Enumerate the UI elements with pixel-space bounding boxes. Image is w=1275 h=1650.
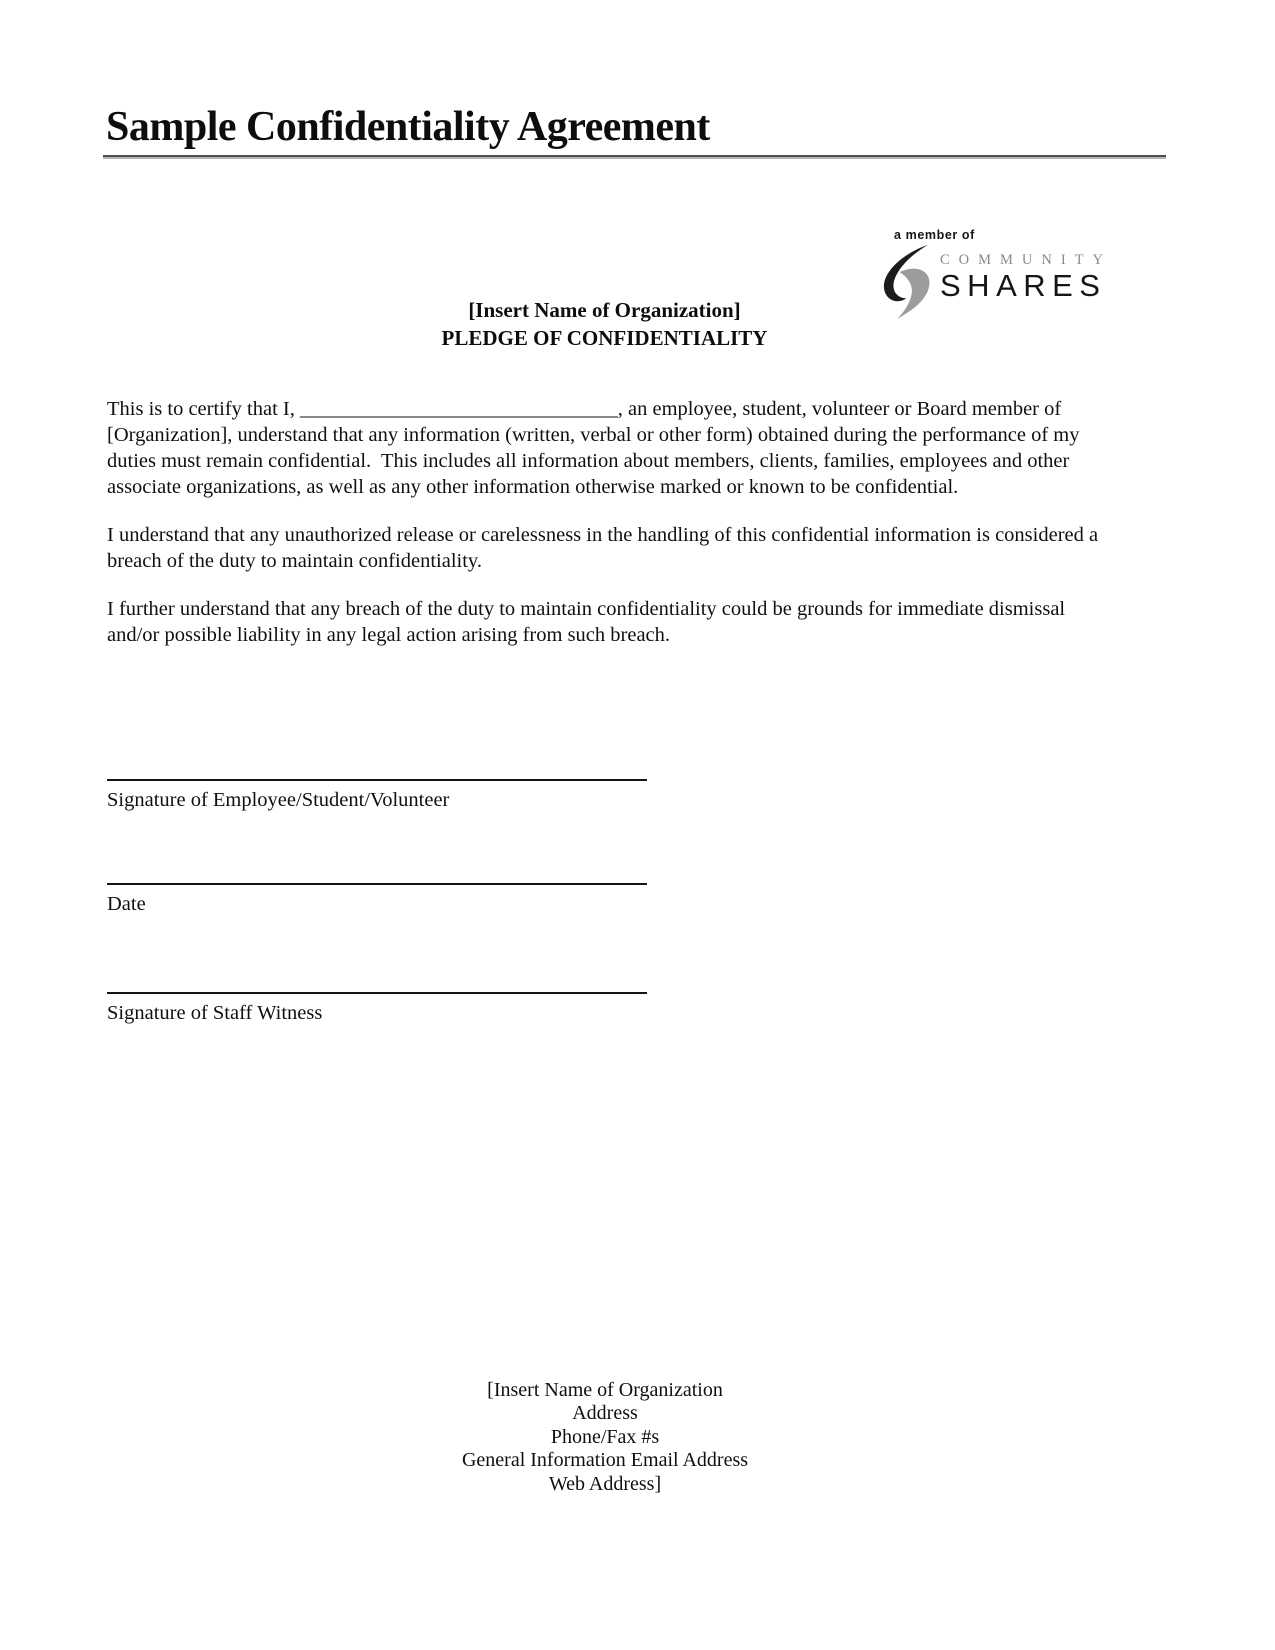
signature-block-date: [107, 883, 647, 916]
organization-footer: [140, 1379, 1070, 1496]
signature-line: [107, 883, 647, 885]
footer-line: General Information Email Address: [461, 1449, 749, 1472]
logo-tagline: a member of: [894, 228, 975, 242]
document-headings: [107, 296, 1102, 352]
signature-line: [107, 992, 647, 994]
footer-line: Address: [572, 1402, 638, 1425]
signature-block-witness: [107, 992, 647, 1025]
page-title: Sample Confidentiality Agreement: [106, 104, 710, 150]
body-paragraph-certify: This is to certify that I, _______________________________, an employee, student, volunteer or Board member of [Organization], understand that any information (written, verbal or other form) obtained during the performance of my duties must remain confidential. This includes all information about members, clients, families, employees and other associate organizations, as well as any other information otherwise marked or known to be confidential.: [107, 398, 1085, 498]
body-paragraph-dismissal: I further understand that any breach of the duty to maintain confidentiality could be grounds for immediate dismissal and/or possible liability in any legal action arising from such breach.: [107, 598, 1071, 646]
organization-name-heading: [Insert Name of Organization]: [468, 298, 741, 322]
signature-label: Signature of Employee/Student/Volunteer: [107, 789, 450, 811]
brand-shares: SHARES: [940, 267, 1107, 303]
signature-line: [107, 779, 647, 781]
body-paragraph-breach: I understand that any unauthorized release or carelessness in the handling of this confidential information is considered a breach of the duty to maintain confidentiality.: [107, 524, 1104, 572]
brand-community: COMMUNITY: [940, 252, 1113, 268]
title-divider: [103, 155, 1166, 157]
signature-label: Date: [107, 893, 146, 915]
pledge-heading: PLEDGE OF CONFIDENTIALITY: [441, 326, 768, 350]
footer-line: [Insert Name of Organization: [487, 1379, 723, 1401]
signature-label: Signature of Staff Witness: [107, 1002, 323, 1024]
footer-line: Web Address]: [548, 1472, 662, 1495]
agreement-body: [107, 396, 1107, 670]
footer-line: Phone/Fax #s: [550, 1425, 660, 1448]
signature-block-employee: [107, 779, 647, 812]
